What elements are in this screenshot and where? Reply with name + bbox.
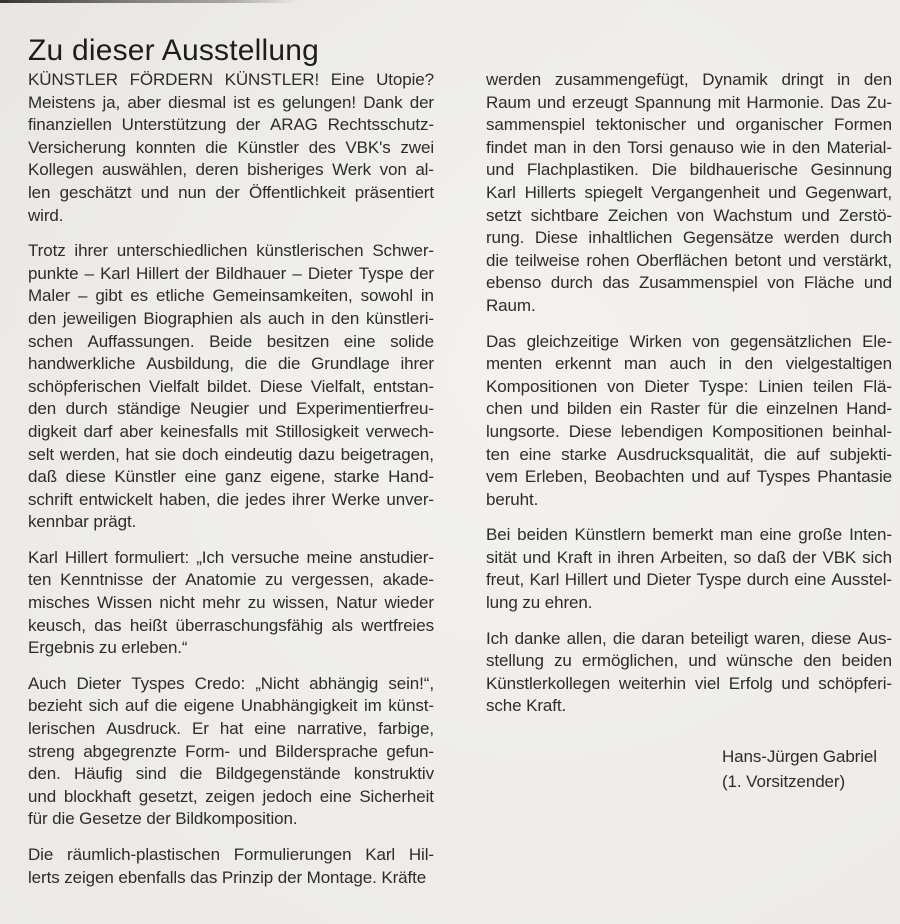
text-line: Karl Hillert formuliert: „Ich versuche meine anstudier- [28,547,434,567]
text-line: schen Auffassungen. Beide besitzen eine solide [28,331,434,351]
text-line: Raum. [486,295,536,315]
text-line: selt werden, hat sie doch eindeutig dazu beigetragen, [28,444,434,464]
paragraph [486,629,892,719]
text-line: kennbar prägt. [28,512,137,532]
text-line: Die räumlich-plastischen Formulierungen Karl Hil- [28,845,434,864]
text-line: Versicherung konnten die Künstler des VBK's zwei [28,137,434,157]
text-line: ebenso durch das Zusammenspiel von Fläche und [486,273,892,293]
paragraph [28,70,434,228]
text-line: sammenspiel tektonischer und organischer Formen [486,115,892,135]
page-title: Zu dieser Ausstellung [28,34,320,68]
column-right [486,70,892,890]
text-line: Karl Hillerts spiegelt Vergangenheit und Gegenwart, [486,182,892,202]
text-line: den. Häufig sind die Bildgegenstände konstruktiv [28,764,434,784]
signature-name: Hans-Jürgen Gabriel [722,747,877,767]
text-line: daß diese Künstler eine ganz eigene, starke Hand- [28,467,434,487]
text-line: schöpferischen Vielfalt bildet. Diese Vielfalt, entstan- [28,376,434,396]
paragraph [28,241,434,535]
text-line: den durch ständige Neugier und Experimentierfreu- [28,399,434,419]
text-line: digkeit darf aber keinesfalls mit Stillosigkeit verwech- [28,421,434,441]
article-columns [28,70,892,890]
text-line: den jeweiligen Biographien als auch in den künstleri- [28,308,434,328]
text-line: handwerkliche Ausbildung, die die Grundlage ihrer [28,354,434,374]
text-line: ten eine starke Ausdrucksqualität, die auf subjekti- [486,444,892,464]
text-line: setzt sichtbare Zeichen von Wachstum und Zerstö- [486,205,892,225]
text-line: für die Gesetze der Bildkomposition. [28,809,298,829]
signature-role: (1. Vorsitzender) [722,772,846,792]
text-line: Kompositionen von Dieter Tyspe: Linien teilen Flä- [486,376,892,396]
paragraph [486,70,892,319]
text-line: Künstlerkollegen weiterhin viel Erfolg und schöpferi- [486,673,892,693]
text-line: Trotz ihrer unterschiedlichen künstlerischen Schwer- [28,241,434,261]
text-line: und Flachplastiken. Die bildhauerische Gesinnung [486,160,892,180]
text-line: stellung zu ermöglichen, und wünsche den beiden [486,651,892,671]
text-line: lungsorte. Diese lebendigen Kompositionen beinhal- [486,421,892,441]
text-line: misches Wissen nicht mehr zu wissen, Natur wieder [28,593,434,613]
text-line: Ich danke allen, die daran beteiligt waren, diese Aus- [486,628,892,648]
text-line: menten erkennt man auch in den vielgestaltigen [486,354,892,374]
column-left [28,70,434,890]
paragraph [28,674,434,832]
text-line: finanziellen Unterstützung der ARAG Rechtsschutz- [28,115,434,135]
text-line: sität und Kraft in ihren Arbeiten, so daß der VBK sich [486,547,892,567]
text-line: streng abgegrenzte Form- und Bildersprache gefun- [28,741,434,761]
text-line: Meistens ja, aber diesmal ist es gelungen! Dank der [28,92,434,112]
text-line: lerischen Ausdruck. Er hat eine narrative, farbige, [28,719,434,739]
text-line: chen und bilden ein Raster für die einzelnen Hand- [486,399,892,419]
text-line: Auch Dieter Tyspes Credo: „Nicht abhängig sein!“, [28,673,434,693]
signature-block [722,747,892,797]
text-line: freut, Karl Hillert und Dieter Tyspe durch eine Ausstel- [486,570,892,590]
text-line: Das gleichzeitige Wirken von gegensätzlichen Ele- [486,331,892,351]
text-line: werden zusammengefügt, Dynamik dringt in den [486,70,892,89]
text-line: punkte – Karl Hillert der Bildhauer – Dieter Tyspe der [28,263,434,283]
text-line: lerts zeigen ebenfalls das Prinzip der Montage. Kräfte [28,867,427,887]
text-line: KÜNSTLER FÖRDERN KÜNSTLER! Eine Utopie? [28,70,434,89]
scan-edge-artifact [0,0,300,3]
text-line: findet man in den Torsi genauso wie in den Material- [486,137,892,157]
text-line: beruht. [486,489,539,509]
text-line: und blockhaft gesetzt, zeigen jedoch eine Sicherheit [28,786,434,806]
text-line: vem Erleben, Beobachten und auf Tyspes Phantasie [486,467,892,487]
paragraph [28,845,434,890]
text-line: die teilweise rohen Oberflächen betont und verstärkt, [486,250,892,270]
text-line: Bei beiden Künstlern bemerkt man eine große Inten- [486,525,892,545]
text-line: len geschätzt und nun der Öffentlichkeit präsentiert [28,182,434,202]
text-line: rung. Diese inhaltlichen Gegensätze werden durch [486,228,892,248]
text-line: Maler – gibt es etliche Gemeinsamkeiten, sowohl in [28,286,434,306]
text-line: Raum und erzeugt Spannung mit Harmonie. Das Zu- [486,92,892,112]
text-line: wird. [28,205,64,225]
text-line: Ergebnis zu erleben.“ [28,638,188,658]
paragraph [28,548,434,661]
text-line: Kollegen auswählen, deren bisheriges Werk von al- [28,160,434,180]
paragraph [486,332,892,513]
text-line: bezieht sich auf die eigene Unabhängigkeit im künst- [28,696,434,716]
text-line: ten Kenntnisse der Anatomie zu vergessen, akade- [28,570,434,590]
paragraph [486,525,892,615]
text-line: lung zu ehren. [486,593,593,613]
text-line: schrift entwickelt haben, die jedes ihrer Werke unver- [28,489,434,509]
text-line: keusch, das heißt überraschungsfähig als wertfreies [28,615,434,635]
text-line: sche Kraft. [486,696,567,716]
